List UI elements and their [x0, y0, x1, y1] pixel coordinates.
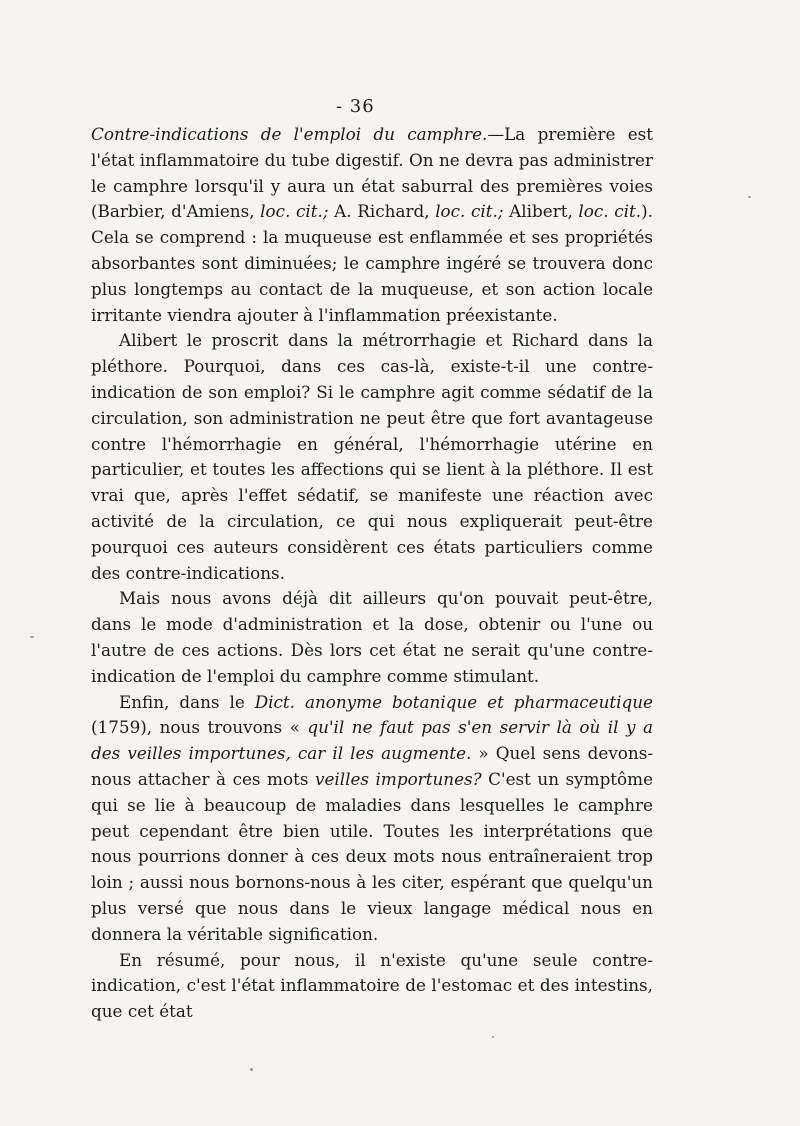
page-number: - 36: [336, 96, 375, 117]
text-segment: ). Cela se comprend : la muqueuse est enflammée et ses propriétés absorbantes sont diminuées; le camphre ingéré se trouvera donc plus longtemps au contact de la muqueuse, et son action locale irritante viendra ajouter à l'inflammation préexistante.: [91, 201, 653, 325]
italic-text-segment: veilles importunes?: [314, 768, 482, 789]
text-segment: —La première est l'état inflammatoire du tube digestif. On ne devra pas administrer le camphre lorsqu'il y aura un état saburral des premières voies (Barbier, d'Amiens,: [91, 124, 653, 222]
text-segment: En résumé, pour nous, il n'existe qu'une seule contre-indication, c'est l'état inflammatoire de l'estomac et des intestins, que cet état: [91, 949, 653, 1022]
italic-text-segment: loc. cit.;: [435, 201, 504, 222]
text-segment: Alibert le proscrit dans la métrorrhagie et Richard dans la pléthore. Pourquoi, dans ces cas-là, existe-t-il une contre-indication de son emploi? Si le camphre agit comme sédatif de la circulation, son administration ne peut être que fort avantageuse contre l'hémorrhagie en général, l'hémorrhagie utérine en particulier, et toutes les affections qui se lient à la pléthore. Il est vrai que, après l'effet sédatif, se manifeste une réaction avec activité de la circulation, ce qui nous expliquerait peut-être pourquoi ces auteurs considèrent ces états particuliers comme des contre-indications.: [91, 330, 653, 583]
italic-text-segment: Contre-indications de l'emploi du camphre.: [91, 124, 488, 144]
body-text: [91, 122, 653, 1025]
italic-text-segment: loc. cit.: [578, 201, 642, 222]
text-segment: Enfin, dans le: [119, 691, 255, 712]
scan-speck: [492, 1036, 494, 1038]
paragraph-alibert: [91, 328, 653, 586]
text-segment: (1759), nous trouvons «: [91, 717, 308, 738]
paragraph-en-resume: [91, 948, 653, 1025]
paragraph-enfin: [91, 690, 653, 948]
text-segment: » Quel sens devons-nous attacher à ces mots: [91, 743, 654, 789]
text-segment: A. Richard,: [328, 201, 436, 222]
scan-speck: [30, 636, 34, 638]
italic-text-segment: loc. cit.;: [260, 201, 329, 222]
italic-text-segment: qu'il ne faut pas s'en servir là où il y a des veilles importunes, car il les augmente.: [91, 717, 653, 764]
italic-text-segment: Dict. anonyme botanique et pharmaceutique: [254, 691, 653, 712]
text-segment: Mais nous avons déjà dit ailleurs qu'on pouvait peut-être, dans le mode d'administration et la dose, obtenir ou l'une ou l'autre de ces actions. Dès lors cet état ne serait qu'une contre-indication de l'emploi du camphre comme stimulant.: [91, 588, 653, 686]
text-segment: C'est un symptôme qui se lie à beaucoup de maladies dans lesquelles le camphre peut cependant être bien utile. Toutes les interprétations que nous pourrions donner à ces deux mots nous entraîneraient trop loin ; aussi nous bornons-nous à les citer, espérant que quelqu'un plus versé que nous dans le vieux langage médical nous en donnera la véritable signification.: [91, 768, 653, 944]
scan-speck: [748, 196, 751, 198]
text-segment: Alibert,: [503, 201, 579, 222]
paragraph-contre-indications: [91, 122, 653, 328]
scan-speck: [250, 1068, 253, 1071]
paragraph-mais-nous: [91, 586, 653, 689]
